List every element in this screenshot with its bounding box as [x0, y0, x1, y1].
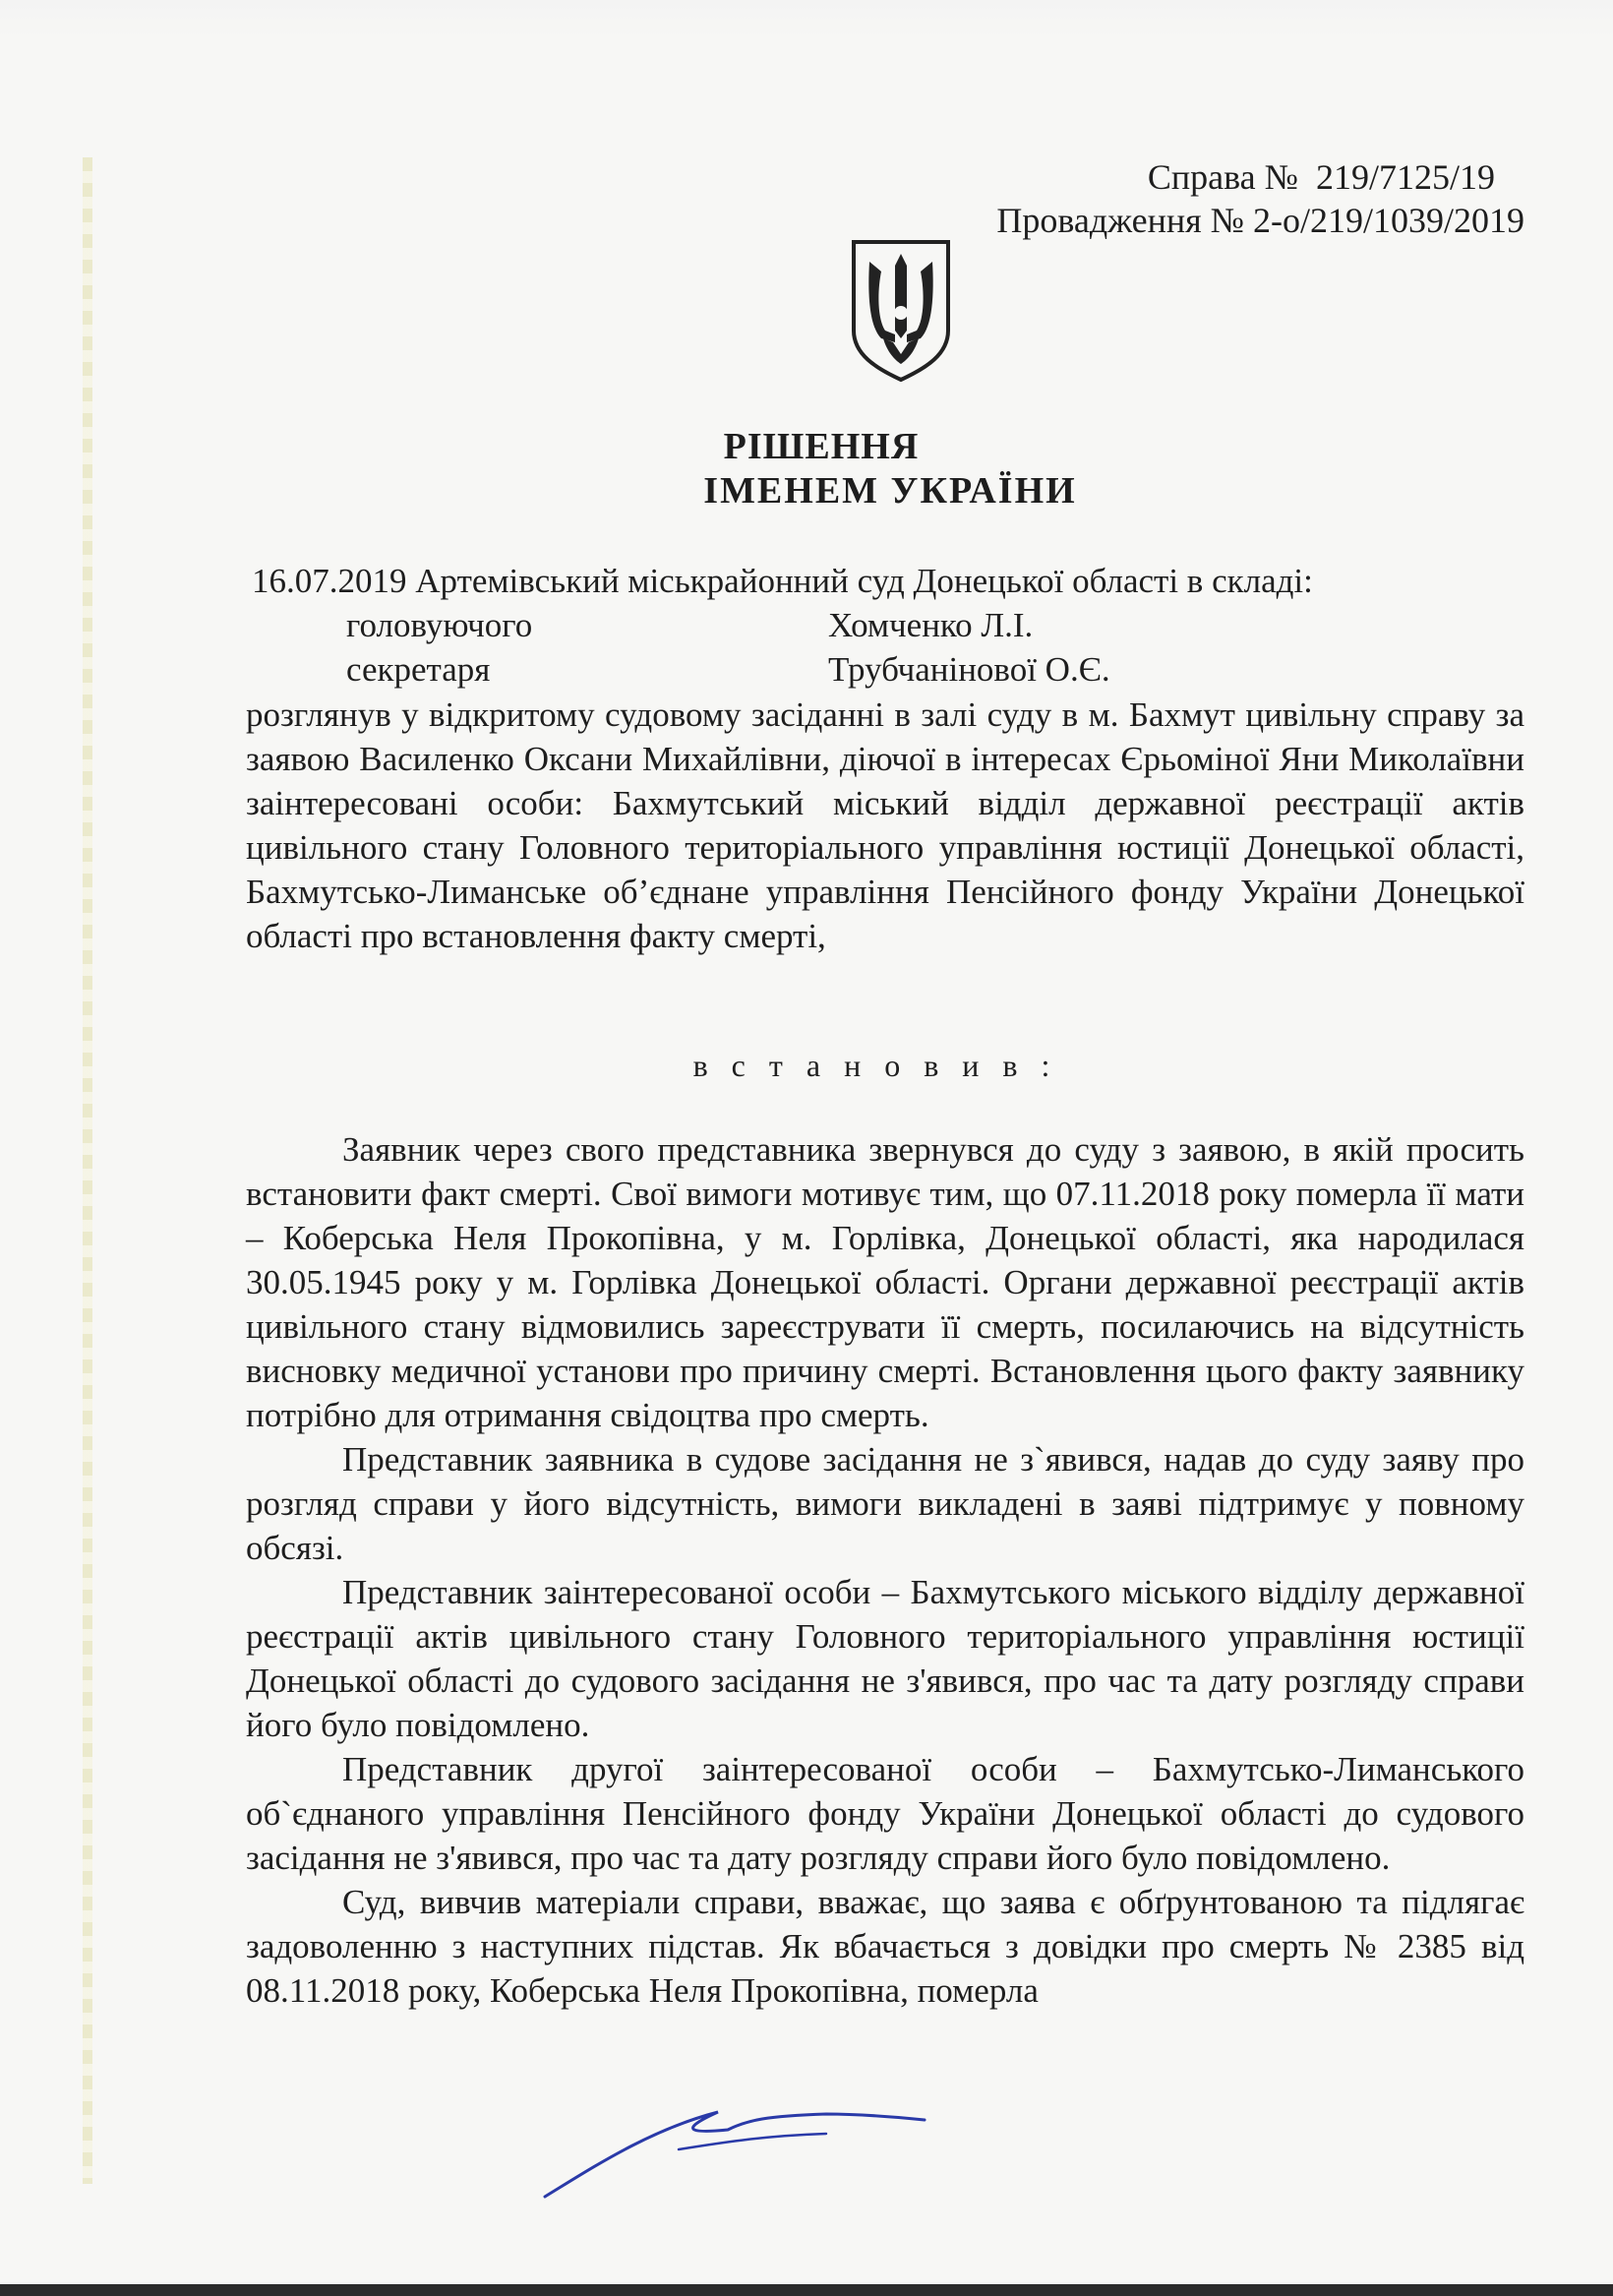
- paragraph: Заявник через свого представника звернувся до суду з заявою, в якій просить встановити факт смерті. Свої вимоги мотивує тим, що 07.11.2018 року померла її мати – Коберська Неля Прокопівна, у м. Горлівка, Донецької області, яка народилася 30.05.1945 року у м. Горлівка Донецької області. Органи державної реєстрації актів цивільного стану відмовились зареєструвати її смерть, посилаючись на відсутність висновку медичної установи про причину смерті. Встановлення цього факту заявнику потрібно для отримання свідоцтва про смерть.: [246, 1130, 1524, 1434]
- case-number: Справа № 219/7125/19: [1147, 157, 1495, 197]
- secretary-label: секретаря: [346, 650, 491, 689]
- paragraph: Представник другої заінтересованої особи – Бахмутсько-Лиманського об`єднаного управління Пенсійного фонду України Донецької області до судового засідання не з'явився, про час та дату розгляду справи його було повідомлено.: [246, 1750, 1524, 1877]
- secretary-name: Трубчанінової О.Є.: [828, 650, 1110, 689]
- proceeding-number: Провадження № 2-о/219/1039/2019: [996, 201, 1524, 240]
- coat-of-arms-icon: [848, 236, 954, 384]
- body-paragraphs: [246, 1127, 1524, 2013]
- decision-subtitle: ІМЕНЕМ УКРАЇНИ: [703, 470, 1077, 512]
- presiding-name: Хомченко Л.І.: [828, 606, 1034, 644]
- presiding-label: головуючого: [346, 606, 533, 644]
- signature: [531, 2090, 944, 2208]
- considered-paragraph: [246, 693, 1524, 958]
- decision-title: РІШЕННЯ: [723, 426, 920, 467]
- paragraph: Суд, вивчив матеріали справи, вважає, що заява є обґрунтованою та підлягає задоволенню з наступних підстав. Як вбачається з довідки про смерть № 2385 від 08.11.2018 року, Коберська Неля Прокопівна, померла: [246, 1883, 1524, 2010]
- court-line: 16.07.2019 Артемівський міськрайонний суд Донецької області в складі:: [252, 562, 1313, 600]
- considered-text: розглянув у відкритому судовому засіданні в залі суду в м. Бахмут цивільну справу за заявою Василенко Оксани Михайлівни, діючої в інтересах Єрьоміної Яни Миколаївни заінтересовані особи: Бахмутський міський відділ державної реєстрації актів цивільного стану Головного територіального управління юстиції Донецької області, Бахмутсько-Лиманське об’єднане управління Пенсійного фонду України Донецької області про встановлення факту смерті,: [246, 695, 1524, 955]
- paragraph: Представник заявника в судове засідання не з`явився, надав до суду заяву про розгляд справи у його відсутність, вимоги викладені в заяві підтримує у повному обсязі.: [246, 1440, 1524, 1567]
- paragraph: Представник заінтересованої особи – Бахмутського міського відділу державної реєстрації актів цивільного стану Головного територіального управління юстиції Донецької області до судового засідання не з'явився, про час та дату розгляду справи його було повідомлено.: [246, 1573, 1524, 1744]
- established-heading: в с т а н о в и в :: [692, 1048, 1058, 1083]
